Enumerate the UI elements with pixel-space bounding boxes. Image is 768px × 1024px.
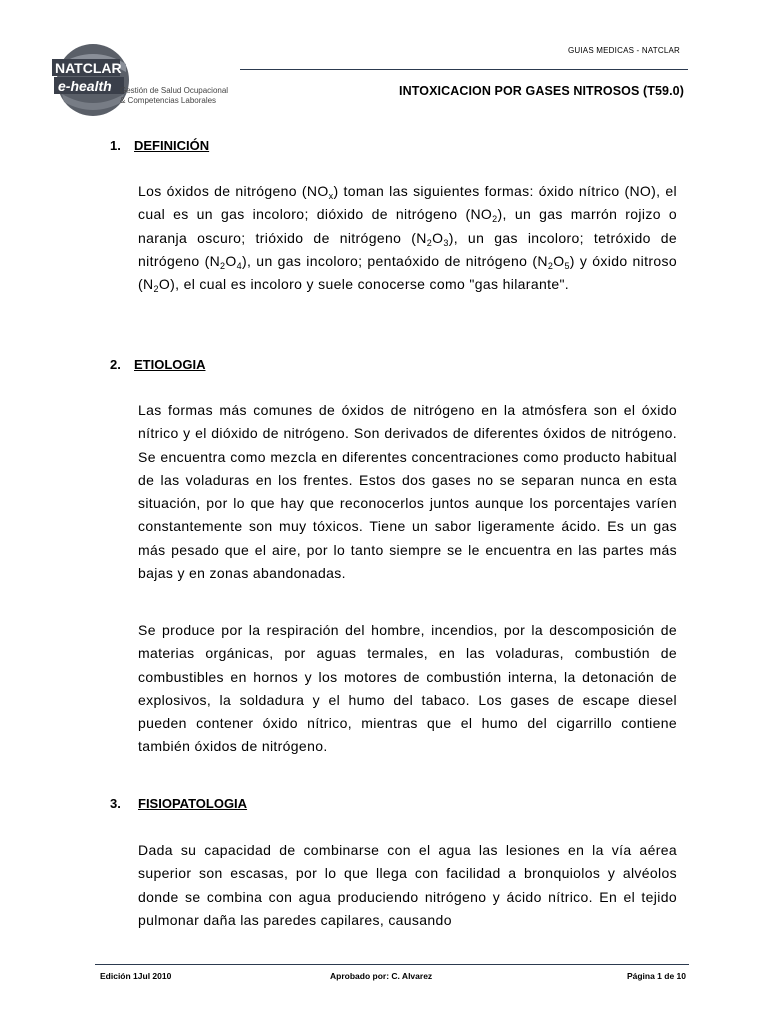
section-number: 2. bbox=[110, 357, 121, 372]
svg-text:& Competencias Laborales: & Competencias Laborales bbox=[120, 96, 217, 105]
natclar-logo bbox=[50, 42, 250, 122]
footer-rule bbox=[95, 964, 689, 965]
svg-text:NATCLAR: NATCLAR bbox=[55, 60, 122, 76]
section-title: DEFINICIÓN bbox=[134, 138, 210, 153]
header-rule bbox=[240, 69, 688, 70]
section-paragraph: Las formas más comunes de óxidos de nitrógeno en la atmósfera son el óxido nítrico y el dióxido de nitrógeno. Son derivados de diferentes óxidos de nitrógeno. Se encuentra como mezcla en diferentes concentraciones como producto habitual de las voladuras en los frentes. Estos dos gases no se separan nunca en esta situación, por lo que hay que reconocerlos juntos aunque los porcentajes varíen constantemente son muy tóxicos. Tiene un sabor ligeramente ácido. Es un gas más pesado que el aire, por lo tanto siempre se le encuentra en las partes más bajas y en zonas abandonadas. bbox=[138, 402, 677, 582]
section-number: 1. bbox=[110, 138, 121, 153]
section-heading-fisiopatologia bbox=[110, 796, 247, 811]
section-heading-definicion bbox=[110, 138, 209, 153]
svg-text:Gestión de Salud Ocupacional: Gestión de Salud Ocupacional bbox=[120, 86, 229, 95]
svg-text:e-health: e-health bbox=[58, 78, 112, 94]
footer-edition: Edición 1Jul 2010 bbox=[100, 971, 172, 981]
section-title: FISIOPATOLOGIA bbox=[138, 796, 248, 811]
section-paragraph: Los óxidos de nitrógeno $(NO_x)$ toman las siguientes formas: óxido nítrico (NO), el cual es un gas incoloro; dióxido de nitrógeno $(NO_2)$, un gas marrón rojizo o naranja oscuro; trióxido de nitrógeno $(N_2O_3)$, un gas incoloro; tetróxido de nitrógeno $(N_2O_4)$, un gas incoloro; pentaóxido de nitrógeno $(N_2O_5)$ y óxido nitroso $(N_2O)$, el cual es incoloro y suele conocerse como "gas hilarante". bbox=[138, 183, 678, 295]
section-paragraph: Dada su capacidad de combinarse con el agua las lesiones en la vía aérea superior son escasas, por lo que llega con facilidad a bronquiolos y alvéolos donde se combina con agua produciendo nitrógeno y ácido nítrico. En el tejido pulmonar daña las paredes capilares, causando bbox=[138, 842, 677, 928]
section-title: ETIOLOGIA bbox=[134, 357, 206, 372]
section-paragraph: Se produce por la respiración del hombre, incendios, por la descomposición de materias orgánicas, por aguas termales, en las voladuras, combustión de combustibles en hornos y los motores de combustión interna, la detonación de explosivos, la soldadura y el humo del tabaco. Los gases de escape diesel pueden contener óxido nítrico, mientras que el humo del cigarrillo contiene también óxidos de nitrógeno. bbox=[138, 622, 677, 755]
header-guide-label: GUIAS MEDICAS - NATCLAR bbox=[567, 46, 680, 55]
section-number: 3. bbox=[110, 796, 121, 811]
document-title: INTOXICACION POR GASES NITROSOS (T59.0) bbox=[399, 84, 684, 98]
footer-approved-by: Aprobado por: C. Alvarez bbox=[330, 971, 433, 981]
section-heading-etiologia bbox=[110, 357, 206, 372]
footer-page-number: Página 1 de 10 bbox=[626, 971, 686, 981]
